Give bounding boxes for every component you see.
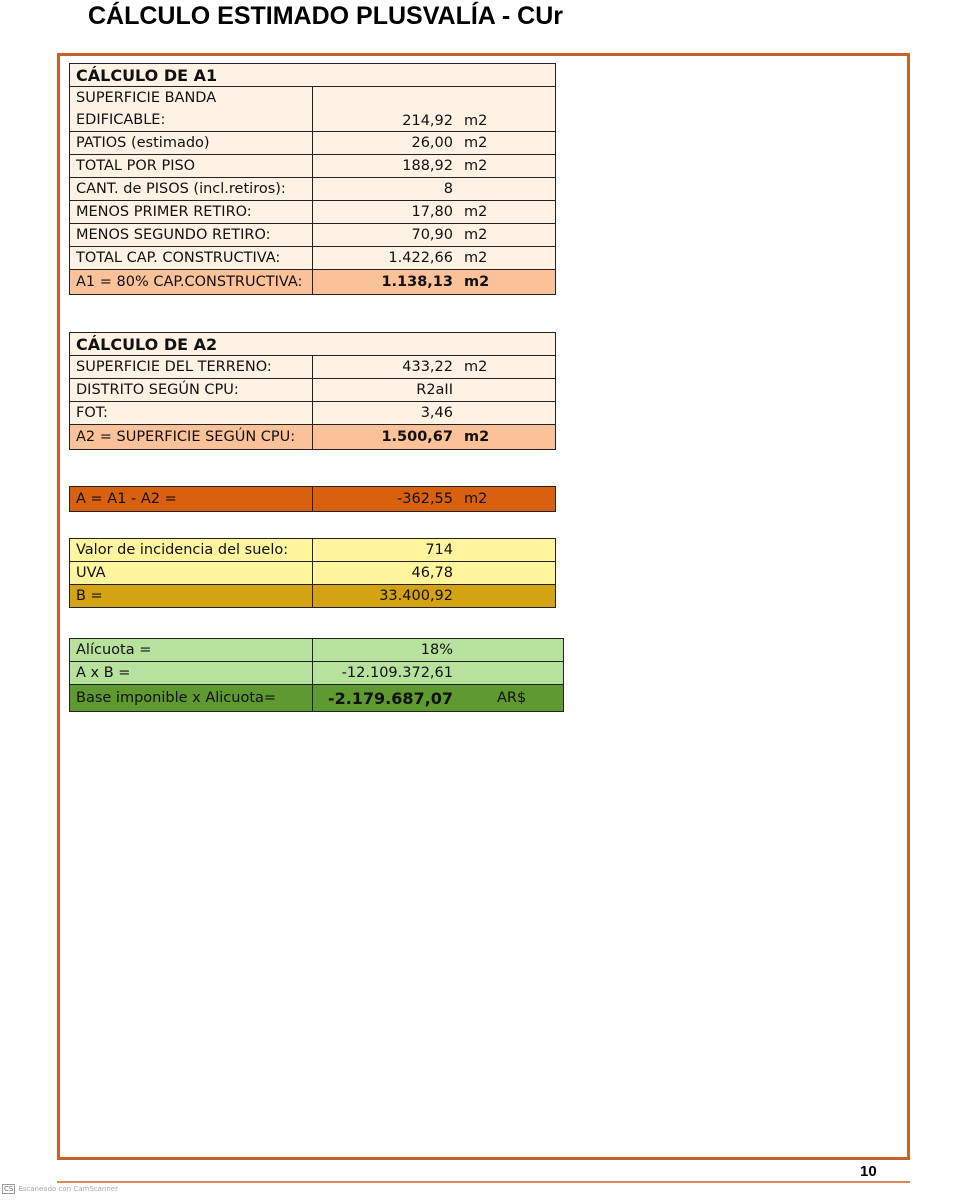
tax-result-row	[70, 685, 564, 712]
row-unit: m2	[464, 491, 488, 507]
row-value: 17,80	[411, 204, 453, 220]
row-value: 1.422,66	[388, 250, 453, 266]
table-row	[70, 639, 564, 662]
tax-table	[69, 638, 564, 712]
row-value: 8	[443, 181, 453, 197]
row-label: UVA	[70, 562, 313, 585]
row-unit: m2	[464, 359, 488, 375]
watermark-text: Escaneado con CamScanner	[18, 1185, 118, 1193]
b-table	[69, 538, 556, 608]
row-label: A x B =	[70, 662, 313, 685]
row-unit: m2	[464, 158, 488, 174]
table-row	[70, 539, 556, 562]
row-value: -362,55	[397, 491, 453, 507]
row-label: FOT:	[70, 402, 313, 425]
row-label: Base imponible x Alicuota=	[70, 685, 313, 712]
row-label: B =	[70, 585, 313, 608]
row-value: 188,92	[402, 158, 453, 174]
page-title: CÁLCULO ESTIMADO PLUSVALÍA - CUr	[88, 2, 563, 30]
a1-result-row	[70, 270, 556, 295]
row-value: 26,00	[411, 135, 453, 151]
scanner-logo-icon: CS	[4, 1185, 14, 1193]
row-value: -2.179.687,07	[327, 688, 453, 708]
difference-table	[69, 486, 556, 512]
difference-row	[70, 487, 556, 512]
row-label: A = A1 - A2 =	[70, 487, 313, 512]
table-row	[70, 562, 556, 585]
row-value: 33.400,92	[379, 588, 453, 604]
table-row	[70, 132, 556, 155]
page-number: 10	[860, 1163, 877, 1180]
a2-result-row	[70, 425, 556, 450]
table-row	[70, 201, 556, 224]
table-row	[70, 356, 556, 379]
row-value: 1.500,67	[381, 429, 453, 445]
table-row	[70, 87, 556, 132]
row-value: R2aII	[416, 382, 453, 398]
row-label: PATIOS (estimado)	[70, 132, 313, 155]
row-value: 18%	[420, 642, 453, 658]
table-row	[70, 224, 556, 247]
footer-rule	[57, 1181, 910, 1183]
row-value: 3,46	[420, 405, 453, 421]
table-row	[70, 155, 556, 178]
a1-table	[69, 63, 556, 295]
row-unit: m2	[464, 274, 490, 290]
row-label: TOTAL CAP. CONSTRUCTIVA:	[70, 247, 313, 270]
row-value: 46,78	[411, 565, 453, 581]
table-row	[70, 178, 556, 201]
row-label: MENOS SEGUNDO RETIRO:	[70, 224, 313, 247]
row-label: Alícuota =	[70, 639, 313, 662]
scanner-watermark	[2, 1184, 118, 1194]
a2-header-row	[70, 333, 556, 356]
row-value: 433,22	[402, 359, 453, 375]
table-row	[70, 379, 556, 402]
row-unit: m2	[464, 135, 488, 151]
row-unit: m2	[464, 227, 488, 243]
row-label: TOTAL POR PISO	[70, 155, 313, 178]
row-unit: m2	[464, 204, 488, 220]
b-result-row	[70, 585, 556, 608]
row-label: DISTRITO SEGÚN CPU:	[70, 379, 313, 402]
row-label: A1 = 80% CAP.CONSTRUCTIVA:	[70, 270, 313, 295]
row-value: 70,90	[411, 227, 453, 243]
table-row	[70, 247, 556, 270]
row-label: Valor de incidencia del suelo:	[70, 539, 313, 562]
currency-unit: AR$	[497, 690, 527, 706]
table-row	[70, 662, 564, 685]
a1-header-row	[70, 64, 556, 87]
row-unit: m2	[464, 429, 490, 445]
row-value: 1.138,13	[381, 274, 453, 290]
row-value: 214,92	[402, 113, 453, 129]
a1-title: CÁLCULO DE A1	[70, 64, 556, 87]
row-label: MENOS PRIMER RETIRO:	[70, 201, 313, 224]
row-label: CANT. de PISOS (incl.retiros):	[70, 178, 313, 201]
a2-title: CÁLCULO DE A2	[70, 333, 556, 356]
row-label: SUPERFICIE DEL TERRENO:	[70, 356, 313, 379]
row-value: -12.109.372,61	[341, 665, 453, 681]
row-unit: m2	[464, 250, 488, 266]
row-unit: m2	[464, 113, 488, 129]
table-row	[70, 402, 556, 425]
row-label: SUPERFICIE BANDA EDIFICABLE:	[70, 87, 313, 132]
row-label: A2 = SUPERFICIE SEGÚN CPU:	[70, 425, 313, 450]
row-value: 714	[425, 542, 453, 558]
a2-table	[69, 332, 556, 450]
